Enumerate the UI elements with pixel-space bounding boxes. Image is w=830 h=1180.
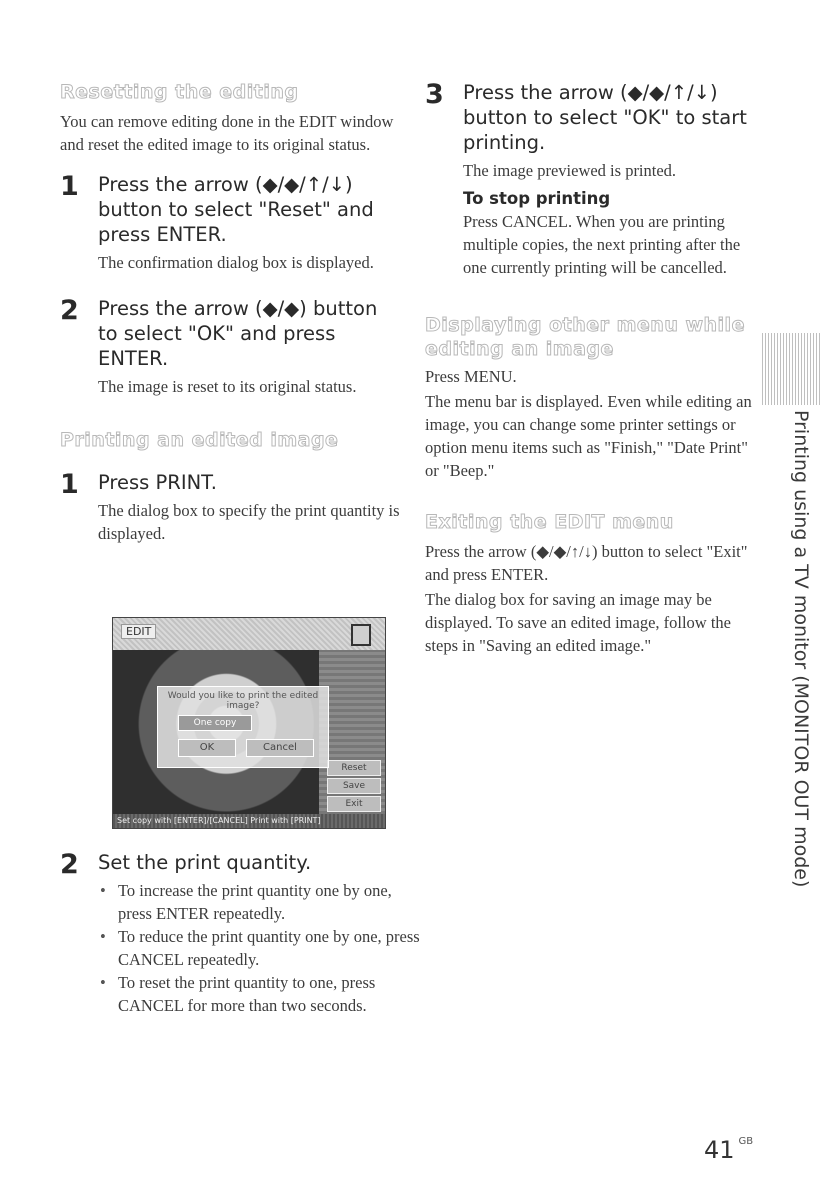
list-item: • To increase the print quantity one by one, press ENTER repeatedly. xyxy=(98,879,428,925)
stop-printing-heading: To stop printing xyxy=(463,189,611,208)
step-description: The image is reset to its original status. xyxy=(98,377,357,396)
print-heading: Printing an edited image xyxy=(60,429,339,451)
exit-text-1: Press the arrow (◆/◆/↑/↓) button to select "Exit" and press ENTER. xyxy=(425,542,748,584)
chapter-side-title xyxy=(780,410,820,888)
stop-printing-text: Press CANCEL. When you are printing multiple copies, the next printing after the one currently printing will be cancelled. xyxy=(463,212,741,277)
exit-heading: Exiting the EDIT menu xyxy=(425,511,674,533)
reset-step-2 xyxy=(60,296,400,398)
screen-status-bar: Set copy with [ENTER]/[CANCEL] Print with [PRINT] xyxy=(113,814,386,828)
print-step-1 xyxy=(60,470,400,545)
printer-icon xyxy=(351,624,371,646)
chapter-tab-marker xyxy=(762,333,822,405)
reset-intro: You can remove editing done in the EDIT window and reset the edited image to its original status. xyxy=(60,112,394,154)
menu-heading: Displaying other menu while editing an image xyxy=(425,314,745,360)
exit-text-2: The dialog box for saving an image may be displayed. To save an edited image, follow the steps in "Saving an edited image." xyxy=(425,590,731,655)
step-title: Press PRINT. xyxy=(98,471,217,494)
dialog-message: Would you like to print the edited image? xyxy=(167,691,319,711)
save-menu-button: Save xyxy=(327,778,381,794)
list-item: • To reset the print quantity to one, press CANCEL for more than two seconds. xyxy=(98,971,428,1017)
page-language-suffix: GB xyxy=(738,1136,754,1147)
print-dialog xyxy=(157,686,329,768)
step-description: The dialog box to specify the print quantity is displayed. xyxy=(98,501,400,543)
reset-heading: Resetting the editing xyxy=(60,81,299,103)
menu-press: Press MENU. xyxy=(425,367,517,386)
step-number: 2 xyxy=(60,849,79,880)
print-step-3 xyxy=(425,80,765,279)
step-title: Press the arrow (◆/◆/↑/↓) button to select "OK" to start printing. xyxy=(463,81,747,154)
step-number: 1 xyxy=(60,469,79,500)
right-column xyxy=(425,80,765,657)
page-number xyxy=(704,1136,753,1164)
page-number-value: 41 xyxy=(704,1136,735,1164)
step-description: The image previewed is printed. xyxy=(463,161,677,180)
print-step-2 xyxy=(60,850,428,1017)
list-item: • To reduce the print quantity one by one, press CANCEL repeatedly. xyxy=(98,925,428,971)
step-title: Press the arrow (◆/◆) button to select "OK" and press ENTER. xyxy=(98,297,378,370)
step-number: 3 xyxy=(425,79,444,110)
chapter-title-text: Printing using a TV monitor (MONITOR OUT mode) xyxy=(790,410,812,888)
step-number: 1 xyxy=(60,171,79,202)
reset-menu-button: Reset xyxy=(327,760,381,776)
reset-step-1 xyxy=(60,172,400,274)
exit-menu-button: Exit xyxy=(327,796,381,812)
cancel-button: Cancel xyxy=(246,739,314,757)
ok-button: OK xyxy=(178,739,236,757)
bullet-list xyxy=(98,879,428,1017)
dialog-screen-illustration xyxy=(112,617,386,829)
step-description: The confirmation dialog box is displayed. xyxy=(98,253,374,272)
step-number: 2 xyxy=(60,295,79,326)
left-column xyxy=(60,80,400,545)
copy-count: One copy xyxy=(178,715,252,731)
step-title: Set the print quantity. xyxy=(98,851,312,874)
menu-text: The menu bar is displayed. Even while editing an image, you can change some printer settings or option menu items such as "Finish," "Date Print" or "Beep." xyxy=(425,392,752,480)
edit-label: EDIT xyxy=(121,624,156,639)
step-title: Press the arrow (◆/◆/↑/↓) button to select "Reset" and press ENTER. xyxy=(98,173,374,246)
